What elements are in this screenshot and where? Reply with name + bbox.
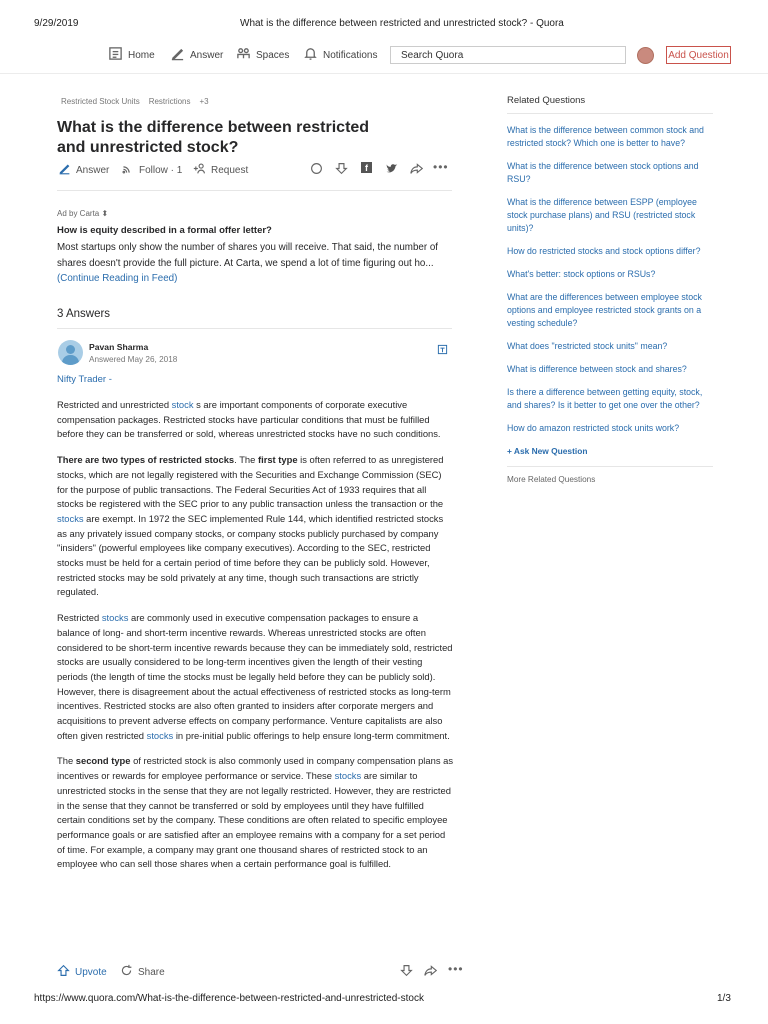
- share-button[interactable]: [120, 964, 165, 980]
- related-question[interactable]: What does "restricted stock units" mean?: [507, 341, 668, 351]
- breadcrumb: [61, 97, 209, 106]
- share-icon[interactable]: [410, 162, 423, 180]
- related-question[interactable]: What are the differences between employee stock options and employee restricted stock grants on a vesting schedule?: [507, 292, 702, 328]
- related-bottom-divider: [507, 466, 713, 467]
- add-question-button[interactable]: Add Question: [666, 46, 731, 64]
- stocks-link[interactable]: stocks: [57, 512, 84, 524]
- question-divider: [57, 190, 452, 191]
- downvote-icon[interactable]: [400, 964, 413, 982]
- p4-text-a: The: [57, 755, 76, 767]
- ad-by-text: Ad by Carta: [57, 209, 100, 218]
- share-icon[interactable]: [424, 964, 437, 982]
- topic-more[interactable]: +3: [199, 97, 209, 106]
- answer-body: [57, 398, 453, 883]
- ad-text: Most startups only show the number of shares you will receive. That said, the number of shares doesn't provide the full picture. At Carta, we spend a lot of time figuring out ho...: [57, 242, 438, 269]
- stocks-link[interactable]: stocks: [101, 612, 129, 624]
- p1-text-b: s are important components of corporate executive compensation packages. Restricted stocks have particular conditions that must be fulfilled before they can be transferred or sold, whereas unrestricted stocks have no such conditions.: [57, 399, 441, 440]
- author-credential[interactable]: Nifty Trader -: [57, 374, 112, 385]
- share-label: Share: [138, 966, 165, 978]
- nav-home-label: Home: [128, 49, 155, 61]
- stock-link[interactable]: stock: [171, 399, 194, 410]
- print-page-number: 1/3: [717, 993, 731, 1004]
- related-question[interactable]: What is difference between stock and shares?: [507, 364, 687, 374]
- related-question[interactable]: Is there a difference between getting equity, stock, and shares? Is it better to get one over the other?: [507, 387, 703, 410]
- pencil-icon: [170, 46, 185, 64]
- answers-count: 3 Answers: [57, 308, 111, 320]
- upvote-icon: [57, 964, 70, 980]
- related-question[interactable]: What's better: stock options or RSUs?: [507, 269, 656, 279]
- answer-paragraph-1: [57, 398, 453, 442]
- nav-home[interactable]: [108, 46, 155, 64]
- p3-text-b: are commonly used in executive compensation packages to ensure a balance of long- and short-term incentive rewards. Whereas unrestricted stocks are often considered to be short-term incentive rewards because they can be immediately sold, restricted stocks are usually considered to be long-term incentives given the length of their vesting periods (the length of time the stocks must be legally held before they can be publicly sold). However, there is disagreement about the actual effectiveness of restricted stocks as long-term incentives. Restricted stocks are also often granted to insiders after corporate mergers and acquisitions to prevent adverse effects on company performance. Venture capitalists are also often given restricted: [57, 612, 453, 741]
- nav-divider: [0, 73, 768, 74]
- answers-divider: [57, 328, 452, 329]
- p2-text-a: . The: [234, 454, 258, 466]
- bell-icon: [303, 46, 318, 64]
- related-questions-list: [507, 124, 713, 468]
- follow-button[interactable]: [121, 162, 182, 178]
- related-question[interactable]: What is the difference between common stock and restricted stock? Which one is better to have?: [507, 125, 704, 148]
- request-label: Request: [211, 164, 249, 176]
- related-question[interactable]: How do restricted stocks and stock options differ?: [507, 246, 701, 256]
- nav-spaces-label: Spaces: [256, 49, 290, 61]
- p3-text-a: Restricted: [57, 612, 102, 624]
- p2-bold-2: first type: [257, 454, 298, 466]
- more-options-icon[interactable]: •••: [448, 962, 464, 976]
- pencil-icon: [58, 162, 71, 178]
- people-icon: [236, 46, 251, 64]
- facebook-icon[interactable]: f: [361, 162, 372, 173]
- more-related-link[interactable]: More Related Questions: [507, 475, 596, 484]
- upvote-label: Upvote: [75, 966, 107, 978]
- topic-restricted-stock-units[interactable]: Restricted Stock Units: [61, 97, 140, 106]
- answer-paragraph-3: [57, 611, 453, 743]
- related-divider: [507, 113, 713, 114]
- answer-date[interactable]: Answered May 26, 2018: [89, 355, 178, 364]
- answer-paragraph-4: [57, 754, 453, 872]
- question-title: What is the difference between restricted and unrestricted stock?: [57, 119, 370, 156]
- author-name[interactable]: Pavan Sharma: [89, 342, 149, 352]
- p4-text-c: are similar to unrestricted stocks in the sense that they are not legally restricted. However, they are restricted in the sense that they cannot be transferred or sold by employees until they have fulfilled certain conditions set by the company. These conditions are often related to specific employee performance goals or are satisfied after an employee remains with a company for a set period of time. For example, a company may grant one thousand shares of restricted stock to an employee who can sell those shares when a certain performance goal is fulfilled.: [57, 770, 451, 870]
- more-options-icon[interactable]: •••: [433, 160, 449, 174]
- p1-text-a: Restricted and unrestricted: [57, 399, 172, 410]
- topic-restrictions[interactable]: Restrictions: [148, 97, 191, 106]
- p3-text-c: in pre-initial public offerings to help ensure long-term commitment.: [173, 729, 450, 741]
- request-button[interactable]: [193, 162, 248, 178]
- translate-icon[interactable]: [437, 342, 448, 360]
- nav-notifications-label: Notifications: [323, 49, 378, 61]
- ad-headline[interactable]: How is equity described in a formal offer letter?: [57, 225, 272, 236]
- author-avatar[interactable]: [58, 340, 83, 365]
- refresh-icon: [120, 964, 133, 980]
- p2-bold-1: There are two types of restricted stocks: [57, 454, 235, 466]
- related-question[interactable]: What is the difference between ESPP (employee stock purchase plans) and RSU (restricted stock units)?: [507, 197, 697, 233]
- search-input[interactable]: [390, 46, 626, 64]
- p2-text-b: is often referred to as unregistered stocks, which are not legally registered with the Securities and Exchange Commission (SEC) for the purpose of public transactions. The Federal Securities Act of 1933 requires that all stocks be registered with the SEC prior to any public transaction unless the transaction or the: [57, 454, 444, 510]
- print-date: 9/29/2019: [34, 18, 79, 29]
- twitter-icon[interactable]: [385, 162, 398, 180]
- follow-label: Follow · 1: [139, 164, 183, 176]
- downvote-icon[interactable]: [335, 162, 348, 180]
- stocks-link[interactable]: stocks: [146, 729, 174, 741]
- home-icon: [108, 46, 123, 64]
- add-person-icon: [193, 162, 206, 178]
- print-doc-title: What is the difference between restricted and unrestricted stock? - Quora: [240, 18, 564, 29]
- answer-label: Answer: [76, 164, 110, 176]
- ask-new-question-link[interactable]: + Ask New Question: [507, 446, 588, 456]
- nav-answer[interactable]: [170, 46, 223, 64]
- ad-by-label: [57, 209, 108, 218]
- p2-text-c: are exempt. In 1972 the SEC implemented Rule 144, which identified restricted stocks as any privately issued company stocks, or company stocks publicly purchased by company "insiders" (powerful employees like company executives). According to the SEC, restricted stocks must be held for a certain period of time before they can be publicly sold. However, restricted stocks may be sold privately at any time, though such transactions are strictly regulated.: [57, 512, 444, 598]
- related-heading: Related Questions: [507, 95, 586, 106]
- ad-continue-link[interactable]: (Continue Reading in Feed): [57, 273, 178, 284]
- related-question[interactable]: What is the difference between stock options and RSU?: [507, 161, 699, 184]
- print-url: https://www.quora.com/What-is-the-difference-between-restricted-and-unrestricted-stock: [34, 993, 424, 1004]
- answer-paragraph-2: [57, 453, 453, 600]
- ad-body: [57, 240, 452, 287]
- user-avatar[interactable]: [637, 47, 654, 64]
- nav-notifications[interactable]: [303, 46, 377, 64]
- rss-icon: [121, 162, 134, 178]
- search-placeholder: Search Quora: [401, 49, 464, 61]
- answer-button[interactable]: [58, 162, 109, 178]
- comment-icon[interactable]: [310, 162, 323, 180]
- sort-arrows-icon[interactable]: ⬍: [101, 209, 109, 218]
- nav-answer-label: Answer: [190, 49, 224, 61]
- stocks-link[interactable]: stocks: [334, 770, 362, 782]
- p4-bold: second type: [75, 755, 131, 767]
- related-question[interactable]: How do amazon restricted stock units work?: [507, 423, 680, 433]
- p4-text-b: of restricted stock is also commonly used in company compensation plans as incentives or rewards for employee performance or service. These: [57, 755, 454, 782]
- upvote-button[interactable]: [57, 964, 107, 980]
- nav-spaces[interactable]: [236, 46, 289, 64]
